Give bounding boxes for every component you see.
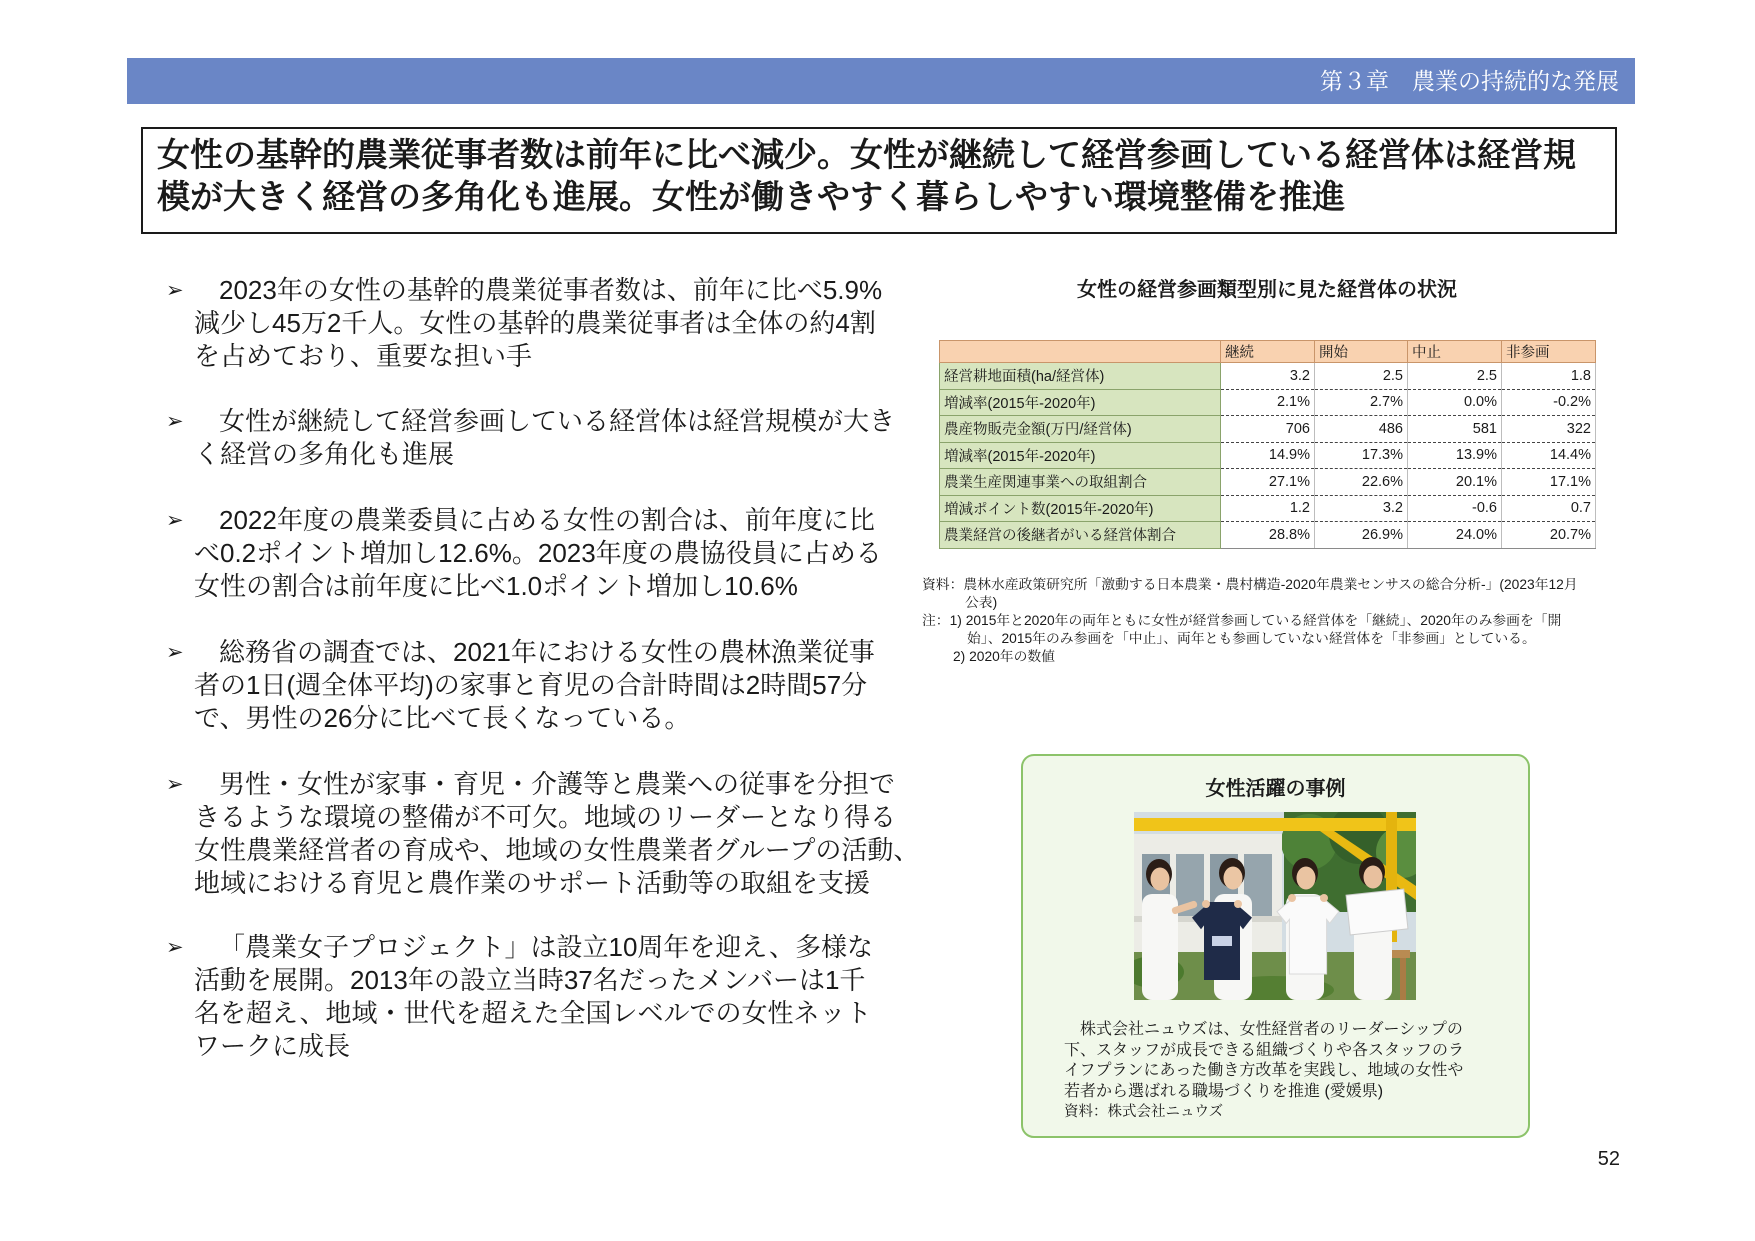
arrowhead-bullet-icon [166,274,184,307]
case-study-title: 女性活躍の事例 [1205,778,1346,800]
table-cell: -0.2% [1502,389,1596,416]
bullet-line: く経営の多角化も進展 [194,439,455,469]
source-note: 資料：農林水産政策研究所「激動する日本農業・農村構造-2020年農業センサスの総合分析-」(2023年12月 [922,577,1578,592]
bullet-line: 「農業女子プロジェクト」は設立10周年を迎え、多様な [219,932,873,962]
table-cell: 581 [1408,416,1502,443]
table-cell: 0.0% [1408,389,1502,416]
management-participation-table [939,340,1596,549]
table-cell: 2.5 [1408,363,1502,390]
bullet-item [166,504,882,603]
table-title: 女性の経営参画類型別に見た経営体の状況 [1077,279,1457,301]
row-label: 農産物販売金額(万円/経営体) [940,416,1221,443]
page-number: 52 [1597,1148,1620,1170]
table-row [940,495,1596,522]
table-cell: 1.8 [1502,363,1596,390]
bullet-line: 2023年の女性の基幹的農業従事者数は、前年に比べ5.9% [219,275,883,305]
row-label: 増減率(2015年-2020年) [940,389,1221,416]
bullet-line: 者の1日(週全体平均)の家事と育児の合計時間は2時間57分 [194,670,868,700]
table-cell: 17.3% [1315,442,1408,469]
bullet-line: 女性の割合は前年度に比べ1.0ポイント増加し10.6% [194,571,798,601]
table-cell: 486 [1315,416,1408,443]
bullet-item [166,768,920,900]
table-cell: 2.7% [1315,389,1408,416]
table-cell: 20.7% [1502,522,1596,549]
footnote: 注：1) 2015年と2020年の両年ともに女性が経営参画している経営体を「継続」、2020年のみ参画を「開 [922,613,1562,628]
table-corner-cell [940,341,1221,363]
table-cell: 13.9% [1408,442,1502,469]
table-cell: 26.9% [1315,522,1408,549]
caption-line: 株式会社ニュウズは、女性経営者のリーダーシップの [1080,1021,1463,1038]
table-cell: 22.6% [1315,469,1408,496]
footnote: 2) 2020年の数値 [953,649,1055,664]
table-row [940,469,1596,496]
bullet-line: 名を超え、地域・世代を超えた全国レベルでの女性ネット [194,998,872,1028]
table-notes [922,576,1612,666]
headline-line: 模が大きく経営の多角化も進展。女性が働きやすく暮らしやすい環境整備を推進 [157,178,1345,215]
arrowhead-bullet-icon [166,636,184,669]
bullet-line: 活動を展開。2013年の設立当時37名だったメンバーは1千 [194,965,866,995]
bullet-line: 女性農業経営者の育成や、地域の女性農業者グループの活動、 [194,835,920,865]
chapter-title: 第３章 農業の持続的な発展 [1320,68,1619,94]
table-cell: 0.7 [1502,495,1596,522]
table-cell: 322 [1502,416,1596,443]
table-cell: 14.4% [1502,442,1596,469]
bullet-line: 女性が継続して経営参画している経営体は経営規模が大き [219,406,896,436]
table-row [940,389,1596,416]
table-cell: -0.6 [1408,495,1502,522]
arrowhead-bullet-icon [166,504,184,537]
caption-line: 下、スタッフが成長できる組織づくりや各スタッフのラ [1064,1041,1465,1059]
table-cell: 706 [1221,416,1315,443]
bullet-line: きるような環境の整備が不可欠。地域のリーダーとなり得る [194,802,897,832]
table-row [940,522,1596,549]
headline-line: 女性の基幹的農業従事者数は前年に比べ減少。女性が継続して経営参画している経営体は経営規 [157,136,1576,173]
caption-line: 若者から選ばれる職場づくりを推進 (愛媛県) [1064,1082,1384,1100]
row-label: 増減ポイント数(2015年-2020年) [940,495,1221,522]
bullet-line: ワークに成長 [194,1031,351,1061]
bullet-item [166,405,896,471]
table-cell: 20.1% [1408,469,1502,496]
column-header: 開始 [1315,341,1408,363]
table-cell: 3.2 [1315,495,1408,522]
bullet-line: 減少し45万2千人。女性の基幹的農業従事者は全体の約4割 [194,308,876,338]
bullet-item [166,636,875,735]
bullet-item [166,274,883,373]
table-cell: 27.1% [1221,469,1315,496]
chapter-header-bar [127,58,1635,104]
bullet-line: で、男性の26分に比べて長くなっている。 [194,703,691,733]
footnote-continued: 始」、2015年のみ参画を「中止」、両年とも参画していない経営体を「非参画」としている。 [967,631,1536,646]
row-label: 経営耕地面積(ha/経営体) [940,363,1221,390]
table-cell: 2.5 [1315,363,1408,390]
table-row [940,363,1596,390]
case-study-box [1021,754,1530,1138]
table-row [940,416,1596,443]
arrowhead-bullet-icon [166,405,184,438]
table-cell: 1.2 [1221,495,1315,522]
bullet-line: 男性・女性が家事・育児・介護等と農業への従事を分担で [219,769,896,799]
case-study-caption [1064,1020,1504,1122]
column-header: 中止 [1408,341,1502,363]
table-cell: 14.9% [1221,442,1315,469]
table-cell: 2.1% [1221,389,1315,416]
table-cell: 17.1% [1502,469,1596,496]
headline-box [141,127,1617,234]
bullet-line: 2022年度の農業委員に占める女性の割合は、前年度に比 [219,505,875,535]
column-header: 継続 [1221,341,1315,363]
source-note-continued: 公表) [965,595,998,610]
table-header-row [940,341,1596,363]
caption-line: イフプランにあった働き方改革を実践し、地域の女性や [1064,1062,1464,1079]
row-label: 農業生産関連事業への取組割合 [940,469,1221,496]
table-row [940,442,1596,469]
arrowhead-bullet-icon [166,931,184,964]
row-label: 農業経営の後継者がいる経営体割合 [940,522,1221,549]
case-study-photo [1134,812,1416,1000]
case-study-source: 資料：株式会社ニュウズ [1064,1104,1224,1120]
row-label: 増減率(2015年-2020年) [940,442,1221,469]
bullet-line: 総務省の調査では、2021年における女性の農林漁業従事 [219,637,875,667]
table-cell: 3.2 [1221,363,1315,390]
bullet-line: べ0.2ポイント増加し12.6%。2023年度の農協役員に占める [194,538,882,568]
bullet-line: 地域における育児と農作業のサポート活動等の取組を支援 [194,868,871,898]
column-header: 非参画 [1502,341,1596,363]
table-cell: 24.0% [1408,522,1502,549]
bullet-line: を占めており、重要な担い手 [194,341,533,371]
bullet-item [166,931,873,1063]
arrowhead-bullet-icon [166,768,184,801]
table-cell: 28.8% [1221,522,1315,549]
